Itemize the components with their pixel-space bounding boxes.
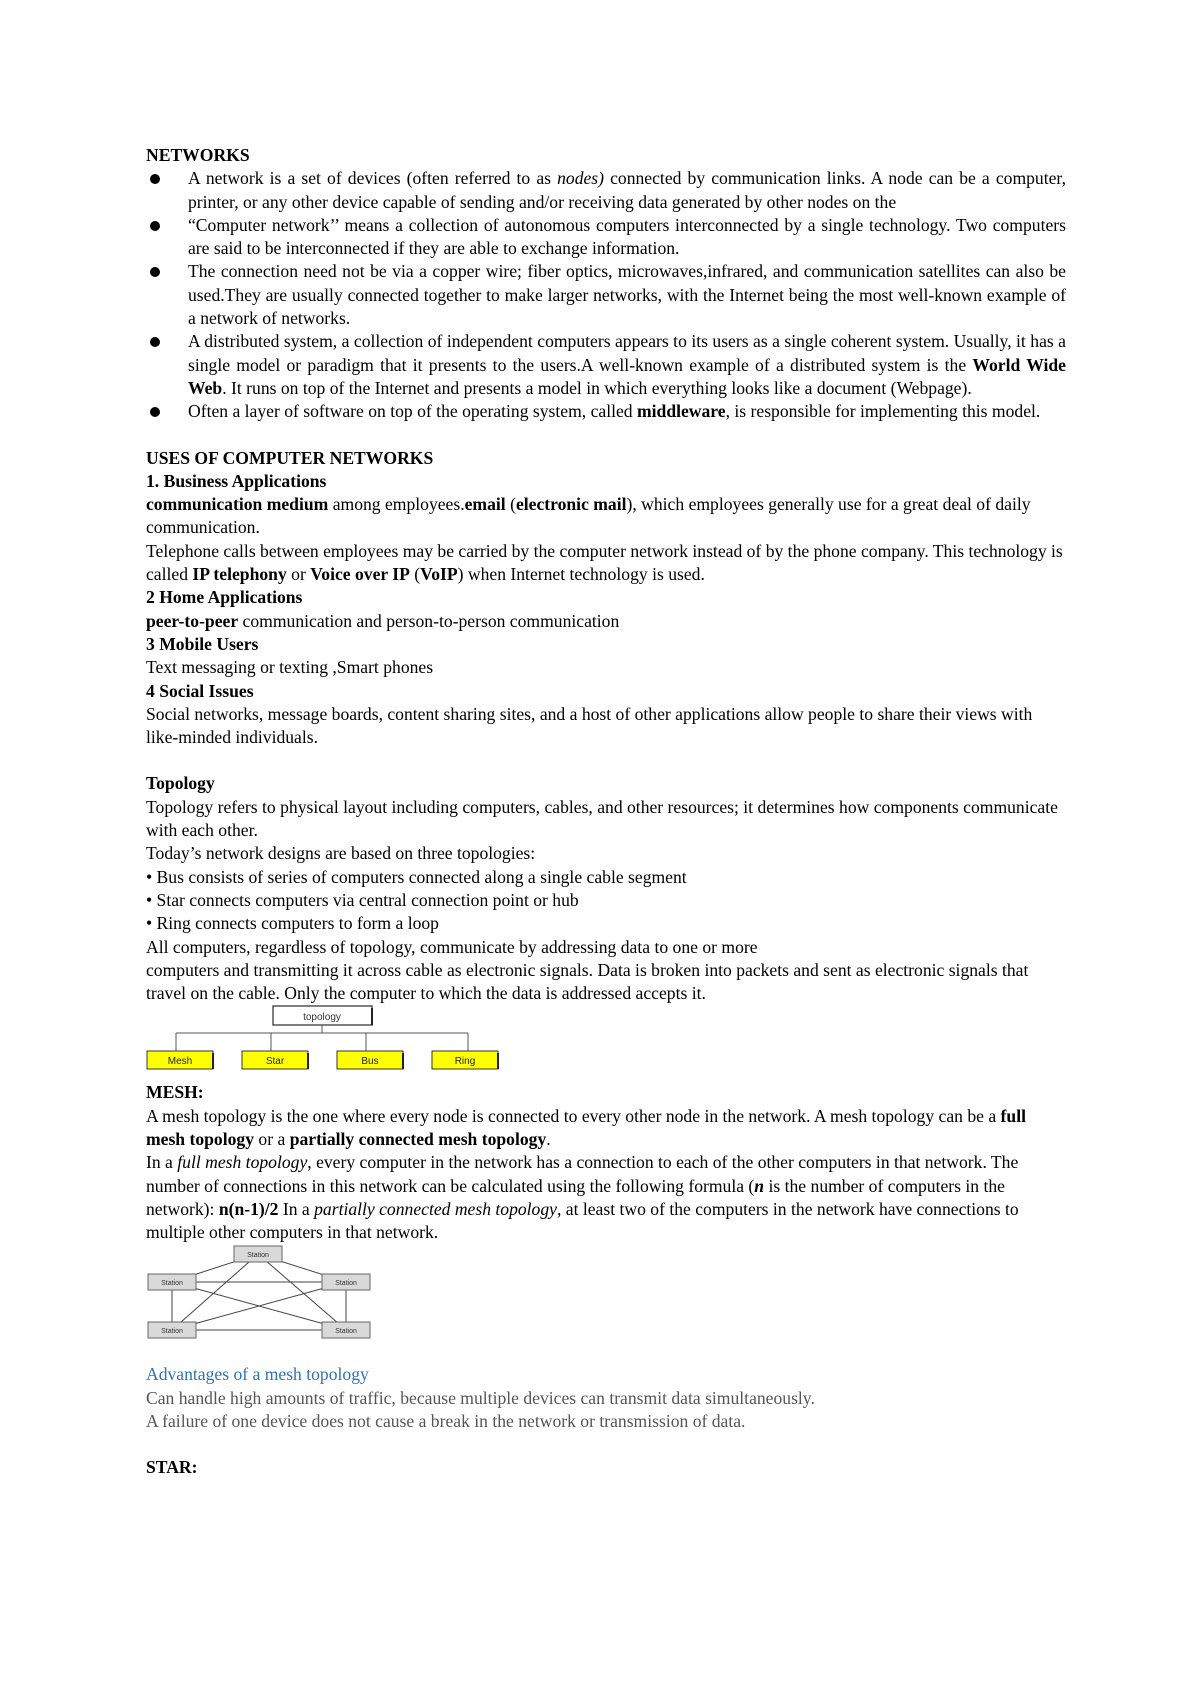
mesh-station-label: Station (335, 1280, 357, 1288)
topology-child-label: Ring (454, 1056, 476, 1068)
business-paragraph-2: Telephone calls between employees may be carried by the computer network instead of by the phone company. This technology is called IP telephony or Voice over IP (VoIP) when Internet technology is used. (146, 540, 1063, 585)
bullet-icon (150, 267, 160, 277)
uses-heading: USES OF COMPUTER NETWORKS (146, 447, 434, 468)
spacer (146, 424, 1066, 447)
topology-tree-diagram (146, 1005, 506, 1071)
mobile-paragraph: Text messaging or texting ,Smart phones (146, 657, 434, 678)
social-heading: 4 Social Issues (146, 680, 254, 701)
mesh-station-label: Station (247, 1252, 269, 1260)
bullet-icon (150, 221, 160, 231)
bullet-item: “Computer network’’ means a collection of autonomous computers interconnected by a single technology. Two computers are said to be interconnected if they are able to exchange information. (146, 214, 1066, 261)
topology-paragraph-4: computers and transmitting it across cable as electronic signals. Data is broken into packets and sent as electronic signals that travel on the cable. Only the computer to which the data is addressed accepts it. (146, 959, 1029, 1004)
home-paragraph: peer-to-peer communication and person-to-person communication (146, 610, 620, 631)
mesh-heading: MESH: (146, 1082, 204, 1103)
bullet-item: A network is a set of devices (often referred to as nodes) connected by communication links. A node can be a computer, printer, or any other device capable of sending and/or receiving data generated by other nodes on the (146, 167, 1066, 214)
topology-paragraph-2: Today’s network designs are based on three topologies: (146, 843, 536, 864)
topology-paragraph-3: All computers, regardless of topology, communicate by addressing data to one or more (146, 936, 758, 957)
bullet-icon (150, 174, 160, 184)
networks-bullet-list (146, 167, 1066, 423)
topology-list-ring: • Ring connects computers to form a loop (146, 913, 439, 934)
business-paragraph-1: communication medium among employees.email (electronic mail), which employees generally use for a great deal of daily communication. (146, 494, 1031, 538)
document-content (146, 144, 1066, 1480)
advantages-line-1: Can handle high amounts of traffic, because multiple devices can transmit data simultaneously. (146, 1387, 815, 1408)
home-heading: 2 Home Applications (146, 587, 303, 608)
topology-paragraph-1: Topology refers to physical layout including computers, cables, and other resources; it determines how components communicate with each other. (146, 796, 1058, 841)
business-heading: 1. Business Applications (146, 470, 327, 491)
topology-child-label: Bus (361, 1056, 379, 1068)
mobile-heading: 3 Mobile Users (146, 633, 259, 654)
bullet-icon (150, 337, 160, 347)
spacer (146, 1071, 1066, 1081)
mesh-network-diagram (146, 1244, 386, 1340)
networks-heading: NETWORKS (146, 145, 250, 165)
mesh-paragraph-1: A mesh topology is the one where every node is connected to every other node in the network. A mesh topology can be a full mesh topology or a partially connected mesh topology. (146, 1105, 1026, 1149)
topology-list-star: • Star connects computers via central connection point or hub (146, 889, 579, 910)
spacer (146, 749, 1066, 772)
mesh-station-label: Station (335, 1328, 357, 1336)
mesh-paragraph-2: In a full mesh topology, every computer in the network has a connection to each of the other computers in that network. The number of connections in this network can be calculated using the following formula (n is the number of computers in the network): n(n-1)/2 In a partially connected mesh topology, at least two of the computers in the network have connections to multiple other computers in that network. (146, 1152, 1019, 1243)
mesh-station-label: Station (161, 1280, 183, 1288)
advantages-line-2: A failure of one device does not cause a break in the network or transmission of data. (146, 1411, 746, 1432)
star-heading: STAR: (146, 1457, 198, 1478)
mesh-station-label: Station (161, 1328, 183, 1336)
topology-root-label: topology (303, 1012, 341, 1024)
advantages-heading: Advantages of a mesh topology (146, 1364, 369, 1385)
spacer (146, 1340, 1066, 1363)
social-paragraph: Social networks, message boards, content sharing sites, and a host of other applications allow people to share their views with like-minded individuals. (146, 703, 1033, 748)
bullet-icon (150, 407, 160, 417)
bullet-item: Often a layer of software on top of the operating system, called middleware, is responsible for implementing this model. (146, 400, 1066, 423)
spacer (146, 1433, 1066, 1456)
topology-heading: Topology (146, 773, 215, 794)
topology-child-label: Mesh (167, 1056, 193, 1068)
bullet-item: The connection need not be via a copper wire; fiber optics, microwaves,infrared, and communication satellites can also be used.They are usually connected together to make larger networks, with the Internet being the most well-known example of a network of networks. (146, 260, 1066, 330)
bullet-item: A distributed system, a collection of independent computers appears to its users as a single coherent system. Usually, it has a single model or paradigm that it presents to the users.A well-known example of a distributed system is the World Wide Web. It runs on top of the Internet and presents a model in which everything looks like a document (Webpage). (146, 330, 1066, 400)
topology-list-bus: • Bus consists of series of computers connected along a single cable segment (146, 866, 687, 887)
topology-child-label: Star (265, 1056, 285, 1068)
